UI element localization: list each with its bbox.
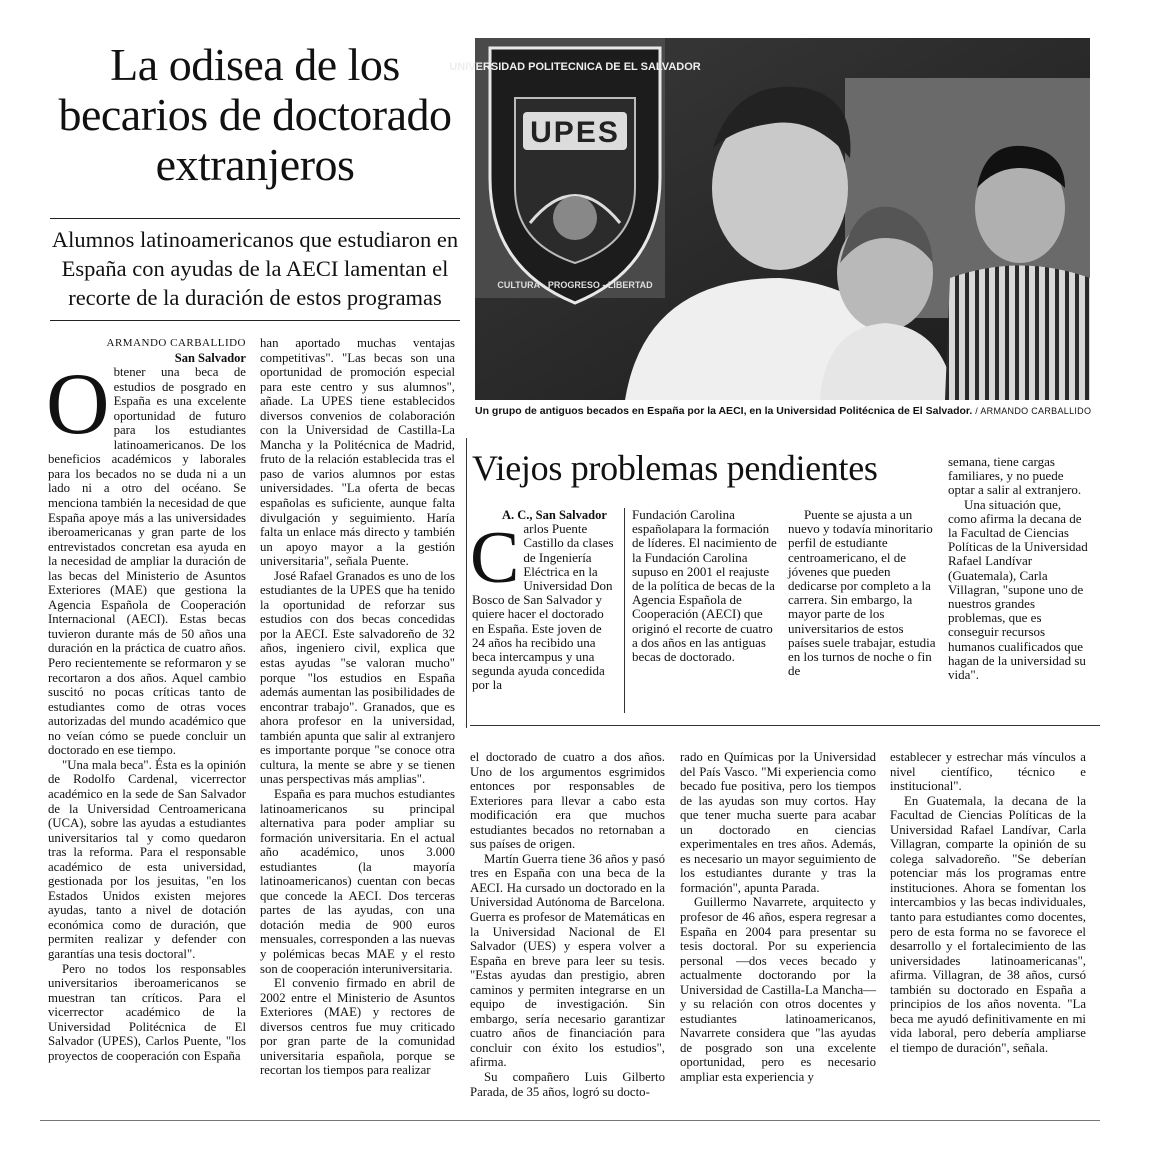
paragraph: arlos Puente Castillo da clases de Ingeniería Eléctrica en la Universidad Don Bosco de San Salvador y quiere hacer el doctorado en España. Este joven de 24 años ha recibido una beca intercampus y una segunda ayuda concedida por la [472,521,614,693]
paragraph: Una situación que, como afirma la decana de la Facultad de Ciencias Políticas de la Universidad Rafael Landívar (Guatemala), Carla Villagran, "supone uno de nuestros grandes problemas, que es conseguir recursos humanos cualificados que hagan de la universidad su vida". [948,496,1088,683]
paragraph: Su compañero Luis Gilberto Parada, de 35 años, logró su docto- [470,1070,665,1099]
sidebar-column-1 [472,508,617,693]
paragraph: btener una beca de estudios de posgrado en España es una excelente oportunidad de futuro para los estudiantes latinoamericanos. De los beneficios académicos y laborales para los becados no se duda ni a un lado ni a otro del océano. Se menciona también la necesidad de que España apoye más a las universidades iberoamericanas y gran parte de los entrevistados concretan esa ayuda en la necesidad de ampliar la duración de las becas del Ministerio de Asuntos Exteriores (MAE) que gestiona la Agencia Española de Cooperación Internacional (AECI). Estas becas tuvieron durante más de 50 años una duración en la práctica de cuatro años. Pero recientemente se reformaron y se recortaron a dos años. Aquel cambio suscitó no pocas críticas tanto de estudiantes como de otras voces autorizadas del mundo académico que no veían cómo se puede concluir un doctorado en ese tiempo. [48,365,246,758]
column-rule [624,508,625,713]
paragraph: Fundación Carolina españolapara la formación de líderes. El nacimiento de la Fundación Carolina supuso en 2001 el reajuste de la política de becas de la Agencia Española de Cooperación (AECI) que originó el recorte de cuatro a dos años en las antiguas becas de doctorado. [632,507,777,665]
byline: ARMANDO CARBALLIDO [106,337,246,349]
sidebar-bottom-rule [470,725,1100,726]
paragraph: Guillermo Navarrete, arquitecto y profesor de 46 años, espera regresar a España en 2004 para presentar su tesis doctoral. Por su experiencia personal —dos veces becado y actualmente doctorando por la Universidad de Castilla-La Mancha— y su relación con otros docentes y estudiantes latinoamericanos, Navarrete considera que "las ayudas de posgrado son una excelente oportunidad, pero es necesario ampliar esta experiencia y [680,895,876,1085]
sidebar-left-rule [466,438,467,728]
photo [449,38,1090,400]
sign-logo-text: UPES [530,116,620,149]
article-column-5 [890,750,1086,1055]
paragraph: "Una mala beca". Ésta es la opinión de Rodolfo Cardenal, vicerrector académico en la sede de San Salvador de la Universidad Centroamericana (UCA), sobre las ayudas a estudiantes universitarios tal y como quedaron tras la reforma. Para el responsable académico de esta universidad, gestionada por los jesuitas, "en los Estados Unidos existen mejores ayudas, tanto a nivel de dotación económica como de duración, que permiten realizar y defender con garantías una tesis doctoral". [48,757,246,961]
bottom-rule [40,1120,1100,1121]
sidebar-column-4 [948,455,1093,682]
sidebar-title: Viejos problemas pendientes [472,448,878,488]
drop-cap: O [46,356,110,454]
sign-motto-text: CULTURA - PROGRESO - LIBERTAD [497,280,653,290]
article-column-1 [48,336,246,1063]
paragraph: Pero no todos los responsables universitarios iberoamericanos se muestran tan críticos. Para el vicerrector académico de la Universidad Politécnica de El Salvador (UPES), Carlos Puente, "los proyectos de cooperación con España [48,961,246,1063]
article-column-2 [260,336,455,1078]
paragraph: Martín Guerra tiene 36 años y pasó tres en España con una beca de la AECI. Ha cursado un doctorado en la Universidad Autónoma de Barcelona. Guerra es profesor de Matemáticas en la Universidad Nacional de El Salvador (UES) y espera volver a España en breve para leer su tesis. "Estas ayudas dan prestigio, abren caminos y permiten integrarse en un equipo de investigación. Sin embargo, sería necesario garantizar cuatro años de financiación para concluir con éxito los estudios", afirma. [470,851,665,1070]
paragraph: rado en Químicas por la Universidad del País Vasco. "Mi experiencia como becado fue positiva, pero los tiempos de las ayudas son muy cortos. Hay que tener mucha suerte para acabar un doctorado en ciencias experimentales en tres años. Además, es necesario un mayor seguimiento de los estudiantes durante y tras la formación", apunta Parada. [680,750,876,895]
sign-university-text: UNIVERSIDAD POLITECNICA DE EL SALVADOR [449,61,701,73]
caption-text: Un grupo de antiguos becados en España por la AECI, en la Universidad Politécnica de El Salvador. [475,405,973,417]
paragraph: Puente se ajusta a un nuevo y todavía minoritario perfil de estudiante centroamericano, el de jóvenes que pueden dedicarse por completo a la carrera. Sin embargo, la mayor parte de los universitarios de estos países suele trabajar, estudia en los turnos de noche o fin de [788,507,936,679]
headline: La odisea de los becarios de doctorado extranjeros [58,39,452,190]
paragraph: establecer y estrechar más vínculos a nivel científico, técnico e institucional". [890,750,1086,794]
paragraph: En Guatemala, la decana de la Facultad de Ciencias Políticas de la Universidad Rafael Landívar, Carla Villagran, comparte la opinión de su colega salvadoreño. "Se deberían potenciar más los programas entre instituciones. Ahora se fomentan los intercambios y las becas individuales, tanto para estudiantes como docentes, pero de esta forma no se favorece el desarrollo y el fortalecimiento de las universidades latinoamericanas", afirma. Villagran, de 38 años, cursó también su doctorado en España a principios de los años noventa. "La beca me ayudó definitivamente en mi vida laboral, pero debería ampliarse el tiempo de duración", señala. [890,793,1086,1055]
sidebar-column-2 [632,508,777,664]
sidebar-byline: A. C., San Salvador [502,508,607,522]
article-column-3 [470,750,665,1099]
dateline: San Salvador [174,350,246,365]
article-column-4 [680,750,876,1085]
paragraph: el doctorado de cuatro a dos años. Uno de los argumentos esgrimidos entonces por responsables de Exteriores para llevar a cabo esta modificación era que muchos estudiantes becados no retornaban a sus países de origen. [470,750,665,852]
subheadline: Alumnos latinoamericanos que estudiaron en España con ayudas de la AECI lamentan el recorte de la duración de estos programas [50,218,460,321]
paragraph: José Rafael Granados es uno de los estudiantes de la UPES que ha tenido la oportunidad de reforzar sus estudios con dos becas concedidas por la AECI. Este salvadoreño de 32 años, ingeniero civil, explica que estas ayudas "se valoran mucho" porque "los estudios en España además aumentan las posibilidades de encontrar trabajo". Granados, que es ahora profesor en la universidad, también apunta que salir al extranjero es importante porque "se conoce otra cultura, la mente se abre y se tienen unas perspectivas más amplias". [260,568,455,787]
paragraph: España es para muchos estudiantes latinoamericanos su principal alternativa para poder ampliar su formación universitaria. En el actual año académico, unos 3.000 estudiantes (la mayoría latinoamericanos) cuentan con becas que concede la AECI. Dos terceras partes de las ayudas, con una dotación media de 900 euros mensuales, corresponden a las nuevas y polémicas becas MAE y el resto son de cooperación interuniversitaria. [260,786,455,976]
paragraph: El convenio firmado en abril de 2002 entre el Ministerio de Asuntos Exteriores (MAE) y rectores de diversos centros fue muy criticado por gran parte de la comunidad universitaria española, porque se recortan los tiempos para realizar [260,976,455,1078]
paragraph: han aportado muchas ventajas competitivas". "Las becas son una oportunidad de promoción especial para este centro y sus alumnos", añade. La UPES tiene establecidos diversos convenios de colaboración con la Universidad de Castilla-La Mancha y la Politécnica de Madrid, fruto de la relación establecida tras el paso de varios alumnos por estas universidades. "La oferta de becas españolas es suficiente, aunque falta divulgación y seguimiento. Haría falta un enlace más directo y también un apoyo mayor a la gestión universitaria", señala Puente. [260,336,455,569]
paragraph: semana, tiene cargas familiares, y no puede optar a salir al extranjero. [948,454,1082,498]
photo-illustration [449,38,1090,400]
photo-caption [475,405,1115,417]
sidebar-column-3 [788,508,936,678]
sidebar-drop-cap: C [470,517,520,600]
photo-credit: / ARMANDO CARBALLIDO [975,406,1092,416]
